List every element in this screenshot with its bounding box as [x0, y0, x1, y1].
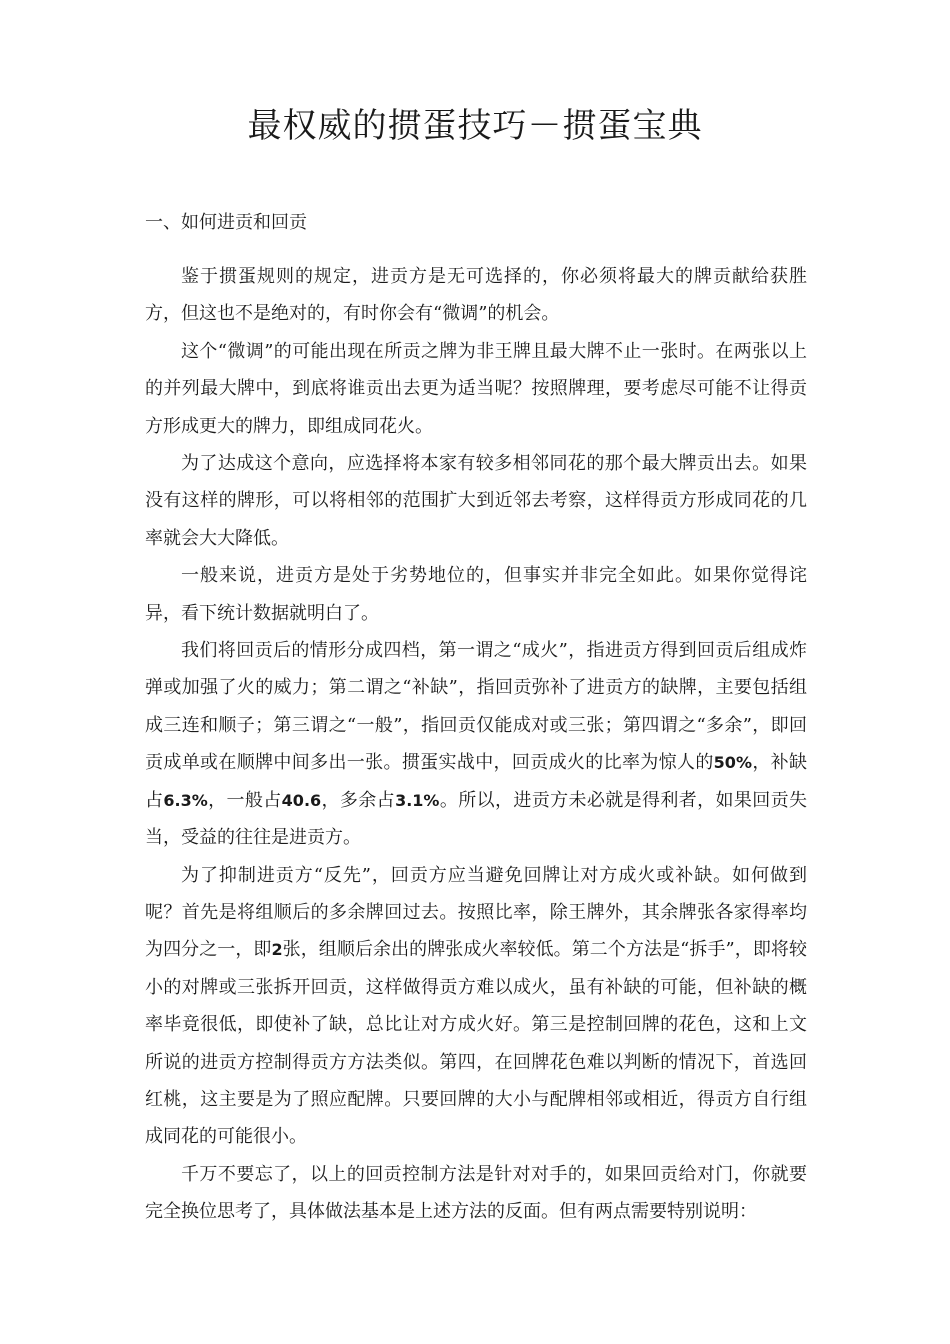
stat-value: 2	[271, 940, 283, 960]
paragraph: 一般来说，进贡方是处于劣势地位的，但事实并非完全如此。如果你觉得诧异，看下统计数据就明白了。	[145, 565, 807, 624]
text-run: ，补缺占	[145, 752, 808, 811]
stat-value: 6.3%	[163, 790, 208, 810]
section-heading: 一、如何进贡和回贡	[145, 212, 307, 233]
text-run: 。所以，进贡方未必就是得利者，如果回贡失当，受益的往往是进贡方。	[145, 789, 808, 849]
text-run: 为了抑制进贡方“反先”，回贡方应当避免回牌让对方成火或补缺。如何做到呢？首先是将组顺后的多余牌回过去。按照比率，除王牌外，其余牌张各家得率均为四分之一，即	[145, 864, 807, 961]
paragraph-statistics	[145, 632, 807, 856]
paragraph	[145, 857, 807, 1156]
stat-value: 50%	[713, 753, 752, 773]
text-run: ，多余占	[321, 789, 396, 811]
document-body	[145, 258, 807, 1231]
document-title: 最权威的掼蛋技巧－掼蛋宝典	[247, 106, 703, 146]
paragraph: 千万不要忘了，以上的回贡控制方法是针对对手的，如果回贡给对门，你就要完全换位思考了，具体做法基本是上述方法的反面。但有两点需要特别说明：	[145, 1163, 807, 1223]
paragraph: 鉴于掼蛋规则的规定，进贡方是无可选择的，你必须将最大的牌贡献给获胜方，但这也不是绝对的，有时你会有“微调”的机会。	[145, 266, 807, 325]
text-run: ，一般占	[207, 789, 282, 811]
paragraph: 这个“微调”的可能出现在所贡之牌为非王牌且最大牌不止一张时。在两张以上的并列最大牌中，到底将谁贡出去更为适当呢？按照牌理，要考虑尽可能不让得贡方形成更大的牌力，即组成同花火。	[145, 340, 807, 437]
paragraph: 为了达成这个意向，应选择将本家有较多相邻同花的那个最大牌贡出去。如果没有这样的牌形，可以将相邻的范围扩大到近邻去考察，这样得贡方形成同花的几率就会大大降低。	[145, 453, 807, 549]
stat-value: 40.6	[281, 790, 322, 810]
text-run: 张，组顺后余出的牌张成火率较低。第二个方法是“拆手”，即将较小的对牌或三张拆开回贡，这样做得贡方难以成火，虽有补缺的可能，但补缺的概率毕竟很低，即使补了缺，总比让对方成火好。第三是控制回牌的花色，这和上文所说的进贡方控制得贡方方法类似。第四，在回牌花色难以判断的情况下，首选回红桃，这主要是为了照应配牌。只要回牌的大小与配牌相邻或相近，得贡方自行组成同花的可能很小。	[145, 939, 807, 1148]
text-run: 我们将回贡后的情形分成四档，第一谓之“成火”，指进贡方得到回贡后组成炸弹或加强了火的威力；第二谓之“补缺”，指回贡弥补了进贡方的缺牌，主要包括组成三连和顺子；第三谓之“一般”，指回贡仅能成对或三张；第四谓之“多余”，即回贡成单或在顺牌中间多出一张。掼蛋实战中，回贡成火的比率为惊人的	[145, 640, 807, 774]
stat-value: 3.1%	[395, 790, 440, 810]
